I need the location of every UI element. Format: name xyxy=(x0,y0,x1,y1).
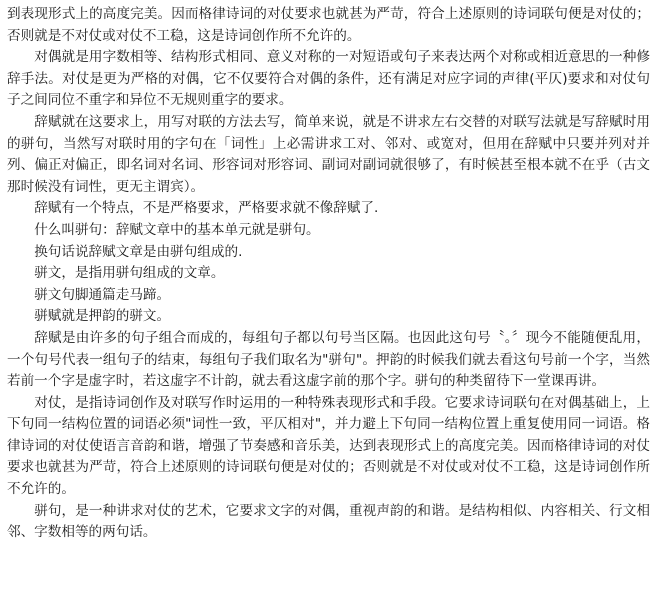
paragraph-9: 骈赋就是押韵的骈文。 xyxy=(34,308,171,325)
paragraph-5: 什么叫骈句：辞赋文章中的基本单元就是骈句。 xyxy=(34,221,320,238)
paragraph-2: 对偶就是用字数相等、结构形式相同、意义对称的一对短语或句子来表达两个对称或相近意思的一种修辞手法。对仗是更为严格的对偶，它不仅要符合对偶的条件，还有满足对应字词的声律(平仄)要求和对仗句子之间同位不重字和异位不无规则重字的要求。 xyxy=(7,49,650,109)
paragraph-4: 辞赋有一个特点，不是严格要求，严格要求就不像辞赋了. xyxy=(34,200,379,217)
paragraph-8: 骈文句脚通篇走马蹄。 xyxy=(34,286,171,303)
paragraph-10: 辞赋是由许多的句子组合而成的，每组句子都以句号当区隔。也因此这句号〝。〞现今不能随便乱用，一个句号代表一组句子的结束，每组句子我们取名为"骈句"。押韵的时候我们就去看这句号前一个字，当然若前一个字是虚字时，若这虚字不计韵，就去看这虚字前的那个字。骈句的种类留待下一堂课再讲。 xyxy=(7,329,650,390)
paragraph-1: 到表现形式上的高度完美。因而格律诗词的对仗要求也就甚为严苛，符合上述原则的诗词联句便是对仗的；否则就是不对仗或对仗不工稳，这是诗词创作所不允许的。 xyxy=(7,6,650,44)
paragraph-6: 换句话说辞赋文章是由骈句组成的. xyxy=(34,243,243,260)
paragraph-12: 骈句，是一种讲求对仗的艺术，它要求文字的对偶，重视声韵的和谐。是结构相似、内容相关、行文相邻、字数相等的两句话。 xyxy=(7,502,650,541)
paragraph-3: 辞赋就在这要求上，用写对联的方法去写，简单来说，就是不讲求左右交替的对联写法就是写辞赋时用的骈句，当然写对联时用的字句在「词性」上必需讲求工对、邻对、或宽对，但用在辞赋中只要并列对并列、偏正对偏正，即名词对名词、形容词对形容词、副词对副词就很够了，有时候甚至根本就不在乎（古文那时候没有词性，更无主谓宾）。 xyxy=(7,113,650,195)
paragraph-11: 对仗，是指诗词创作及对联写作时运用的一种特殊表现形式和手段。它要求诗词联句在对偶基础上，上下句同一结构位置的词语必须"词性一致，平仄相对"，并力避上下句同一结构位置上重复使用同一词语。格律诗词的对仗使语言音韵和谐，增强了节奏感和音乐美，达到表现形式上的高度完美。因而格律诗词的对仗要求也就甚为严苛，符合上述原则的诗词联句便是对仗的；否则就是不对仗或对仗不工稳，这是诗词创作所不允许的。 xyxy=(7,394,650,498)
document-body xyxy=(7,4,650,544)
paragraph-7: 骈文，是指用骈句组成的文章。 xyxy=(34,265,225,282)
